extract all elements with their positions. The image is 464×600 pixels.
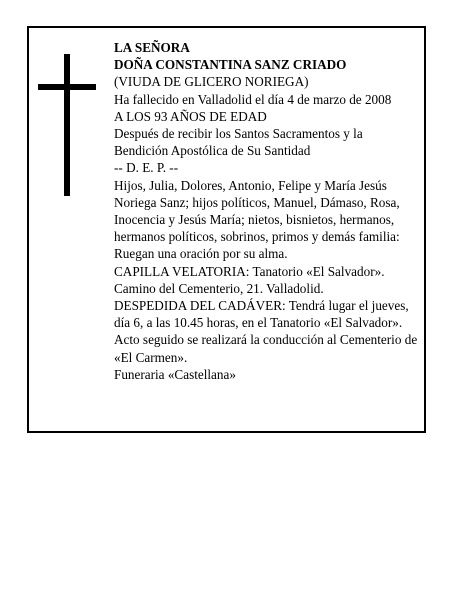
rip: -- D. E. P. -- bbox=[114, 160, 179, 176]
widow-of: (VIUDA DE GLICERO NORIEGA) bbox=[114, 74, 309, 90]
farewell-info: DESPEDIDA DEL CADÁVER: Tendrá lugar el jueves, día 6, a las 10.45 horas, en el Tanatorio «El Salvador». Acto seguido se realizará la conducción al Cementerio de «El Carmen». bbox=[114, 298, 418, 365]
death-statement: Ha fallecido en Valladolid el día 4 de marzo de 2008 bbox=[114, 91, 392, 107]
age: A LOS 93 AÑOS DE EDAD bbox=[114, 108, 267, 124]
deceased-name: DOÑA CONSTANTINA SANZ CRIADO bbox=[114, 57, 347, 73]
heading: LA SEÑORA bbox=[114, 40, 190, 55]
family-list: Hijos, Julia, Dolores, Antonio, Felipe y María Jesús Noriega Sanz; hijos políticos, Manuel, Dámaso, Rosa, Inocencia y Jesús María; nietos, bisnietos, hermanos, hermanos políticos, sobrinos, primos y demás familia: bbox=[114, 177, 400, 245]
funeral-home: Funeraria «Castellana» bbox=[114, 366, 236, 382]
prayer-request: Ruegan una oración por su alma. bbox=[114, 246, 288, 262]
sacraments: Después de recibir los Santos Sacramentos y la Bendición Apostólica de Su Santidad bbox=[114, 126, 363, 159]
chapel-info: CAPILLA VELATORIA: Tanatorio «El Salvador». Camino del Cementerio, 21. Valladolid. bbox=[114, 263, 385, 296]
cross-icon bbox=[64, 54, 70, 196]
obituary-text bbox=[114, 39, 420, 383]
cross-icon-bar bbox=[38, 84, 96, 90]
